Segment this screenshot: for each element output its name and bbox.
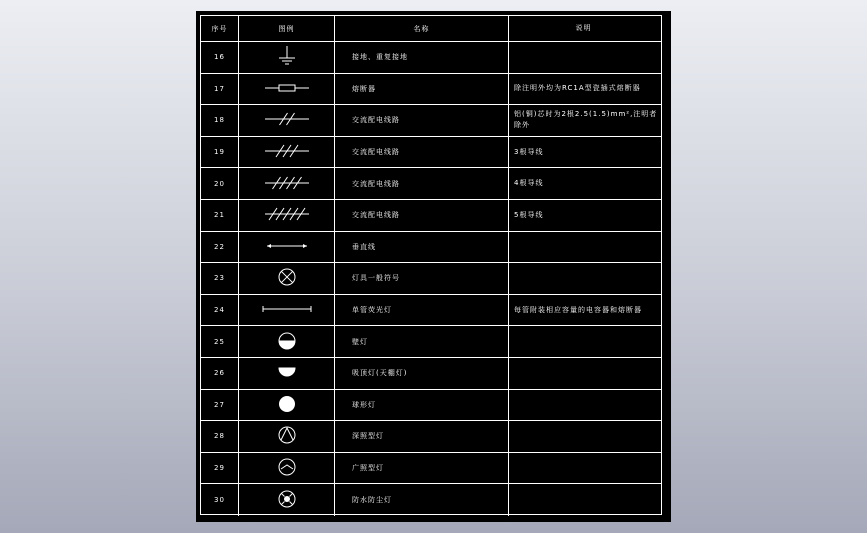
- wire-4-icon: [265, 176, 309, 192]
- row-no: 30: [214, 496, 225, 505]
- ground-icon: [277, 46, 297, 68]
- lamp-icon: [277, 267, 297, 289]
- row-symbol: [238, 295, 334, 326]
- row-name: 熔断器: [334, 74, 508, 105]
- table-row: [201, 453, 661, 485]
- row-remark: [508, 390, 661, 421]
- row-remark: 4根导线: [508, 168, 661, 199]
- row-remark: [508, 421, 661, 452]
- row-symbol: [238, 105, 334, 136]
- wire-3-icon: [265, 144, 309, 160]
- row-name: 交流配电线路: [334, 200, 508, 231]
- row-name: 交流配电线路: [334, 137, 508, 168]
- row-remark: [508, 358, 661, 389]
- table-row: [201, 326, 661, 358]
- table-row: [201, 105, 661, 137]
- row-remark: 每管附装相应容量的电容器和熔断器: [508, 295, 661, 326]
- row-no: 25: [214, 337, 225, 346]
- header-symbol: 图例: [238, 16, 334, 41]
- row-symbol: [238, 421, 334, 452]
- row-no: 23: [214, 274, 225, 283]
- row-symbol: [238, 263, 334, 294]
- table-row: [201, 295, 661, 327]
- row-remark: [508, 326, 661, 357]
- row-remark: [508, 232, 661, 263]
- waterproof-lamp-icon: [277, 489, 297, 511]
- row-remark: 3根导线: [508, 137, 661, 168]
- row-name: 垂直线: [334, 232, 508, 263]
- row-no: 20: [214, 179, 225, 188]
- row-symbol: [238, 232, 334, 263]
- row-symbol: [238, 137, 334, 168]
- row-remark: 除注明外均为RC1A型瓷插式熔断器: [508, 74, 661, 105]
- table-row: [201, 232, 661, 264]
- wall-lamp-icon: [277, 331, 297, 353]
- row-symbol: [238, 200, 334, 231]
- wire-2-icon: [265, 112, 309, 128]
- row-no: 19: [214, 148, 225, 157]
- table-row: [201, 358, 661, 390]
- row-no: 24: [214, 306, 225, 315]
- row-no: 21: [214, 211, 225, 220]
- row-no: 16: [214, 53, 225, 62]
- row-no: 17: [214, 84, 225, 93]
- row-name: 球形灯: [334, 390, 508, 421]
- table-row: [201, 168, 661, 200]
- row-name: 深照型灯: [334, 421, 508, 452]
- wide-shade-lamp-icon: [277, 457, 297, 479]
- table-row: [201, 74, 661, 106]
- row-symbol: [238, 453, 334, 484]
- header-name: 名称: [334, 16, 508, 41]
- row-name: 单管荧光灯: [334, 295, 508, 326]
- row-remark: 铝(铜)芯时为2根2.5(1.5)mm²,注明者除外: [508, 105, 661, 136]
- row-name: 交流配电线路: [334, 168, 508, 199]
- table-row: [201, 263, 661, 295]
- row-name: 灯具一般符号: [334, 263, 508, 294]
- legend-table: [200, 15, 662, 515]
- table-row: [201, 200, 661, 232]
- row-no: 26: [214, 369, 225, 378]
- ceiling-lamp-icon: [277, 366, 297, 380]
- riser-icon: [265, 242, 309, 252]
- row-symbol: [238, 484, 334, 516]
- ball-lamp-icon: [277, 394, 297, 416]
- header-no: 序号: [211, 24, 228, 33]
- deep-shade-lamp-icon: [277, 425, 297, 447]
- row-name: 广照型灯: [334, 453, 508, 484]
- table-row: [201, 484, 661, 516]
- row-no: 18: [214, 116, 225, 125]
- row-symbol: [238, 326, 334, 357]
- row-no: 29: [214, 464, 225, 473]
- fluorescent-icon: [261, 305, 313, 315]
- table-header: [201, 16, 661, 42]
- row-name: 吸顶灯(天棚灯): [334, 358, 508, 389]
- row-remark: [508, 484, 661, 516]
- table-row: [201, 42, 661, 74]
- row-name: 壁灯: [334, 326, 508, 357]
- table-row: [201, 421, 661, 453]
- row-name: 防水防尘灯: [334, 484, 508, 516]
- row-symbol: [238, 358, 334, 389]
- table-row: [201, 137, 661, 169]
- row-symbol: [238, 42, 334, 73]
- row-name: 交流配电线路: [334, 105, 508, 136]
- row-no: 22: [214, 242, 225, 251]
- row-symbol: [238, 74, 334, 105]
- wire-5-icon: [265, 207, 309, 223]
- row-remark: [508, 42, 661, 73]
- row-remark: 5根导线: [508, 200, 661, 231]
- row-name: 接地、重复接地: [334, 42, 508, 73]
- row-remark: [508, 453, 661, 484]
- row-no: 27: [214, 400, 225, 409]
- header-remark: 说明: [508, 16, 661, 41]
- fuse-icon: [265, 83, 309, 95]
- row-symbol: [238, 390, 334, 421]
- row-no: 28: [214, 432, 225, 441]
- row-symbol: [238, 168, 334, 199]
- drawing-sheet: [196, 11, 671, 522]
- row-remark: [508, 263, 661, 294]
- table-row: [201, 390, 661, 422]
